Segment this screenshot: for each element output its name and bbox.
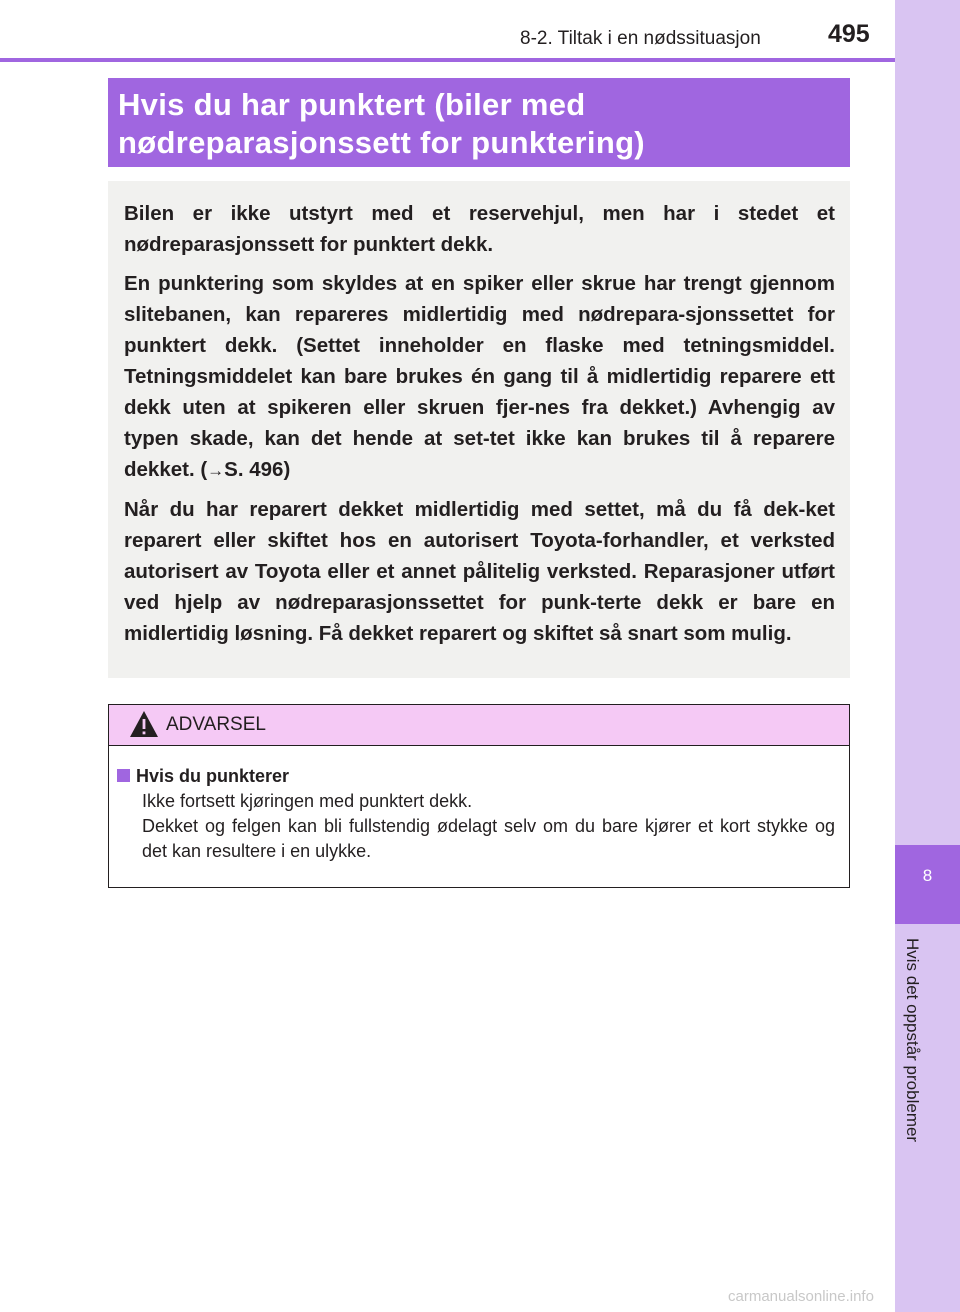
section-title-line2: nødreparasjonssett for punktering) [118,125,645,160]
warning-title: ADVARSEL [166,714,266,735]
reference-arrow-icon: → [207,461,225,480]
section-title-line1: Hvis du har punktert (biler med [118,87,586,122]
warning-triangle-icon [129,709,159,744]
warning-line-1: Ikke fortsett kjøringen med punktert dekk. [142,791,473,811]
bullet-square-icon [117,769,130,782]
warning-subheading-text: Hvis du punkterer [136,766,290,786]
info-paragraph-2 [124,268,835,486]
watermark: carmanualsonline.info [728,1288,874,1305]
header-rule [0,58,895,62]
section-banner [108,78,850,167]
info-paragraph-2-text: En punktering som skyldes at en spiker eller skrue har trengt gjennom slitebanen, kan repareres midlertidig med nødrepara-sjonssettet for punktert dekk. (Settet inneholder en flaske med tetningsmiddel. Tetningsmiddelet kan bare brukes én gang til å midlertidig reparere ett dekk uten at spikeren eller skruen fjer-nes fra dekket.) Avhengig av typen skade, kan det hende at set-tet ikke kan brukes til å reparere dekket. ( [124,272,835,481]
warning-box [108,704,850,888]
chapter-number: 8 [922,866,933,885]
page-number: 495 [828,20,870,48]
info-paragraph-3: Når du har reparert dekket midlertidig med settet, må du få dek-ket reparert eller skiftet hos en autorisert Toyota-forhandler, et verksted autorisert av Toyota eller et annet pålitelig verksted. Reparasjoner utført ved hjelp av nødreparasjonssettet for punk-terte dekk er bare en midlertidig løsning. Få dekket reparert og skiftet så snart som mulig. [124,498,835,645]
warning-subheading [117,763,835,789]
info-box [108,181,850,678]
header-section-title: 8-2. Tiltak i en nødssituasjon [520,28,761,49]
page-reference-link[interactable]: S. 496) [224,458,291,481]
chapter-title: Hvis det oppstår problemer [903,938,922,1143]
warning-body [109,746,849,864]
warning-header [109,705,849,746]
info-paragraph-1: Bilen er ikke utstyrt med et reservehjul, men har i stedet et nødreparasjonssett for punktert dekk. [124,202,835,256]
warning-line-2: Dekket og felgen kan bli fullstendig ødelagt selv om du bare kjører et kort stykke og det kan resultere i en ulykke. [142,816,835,861]
